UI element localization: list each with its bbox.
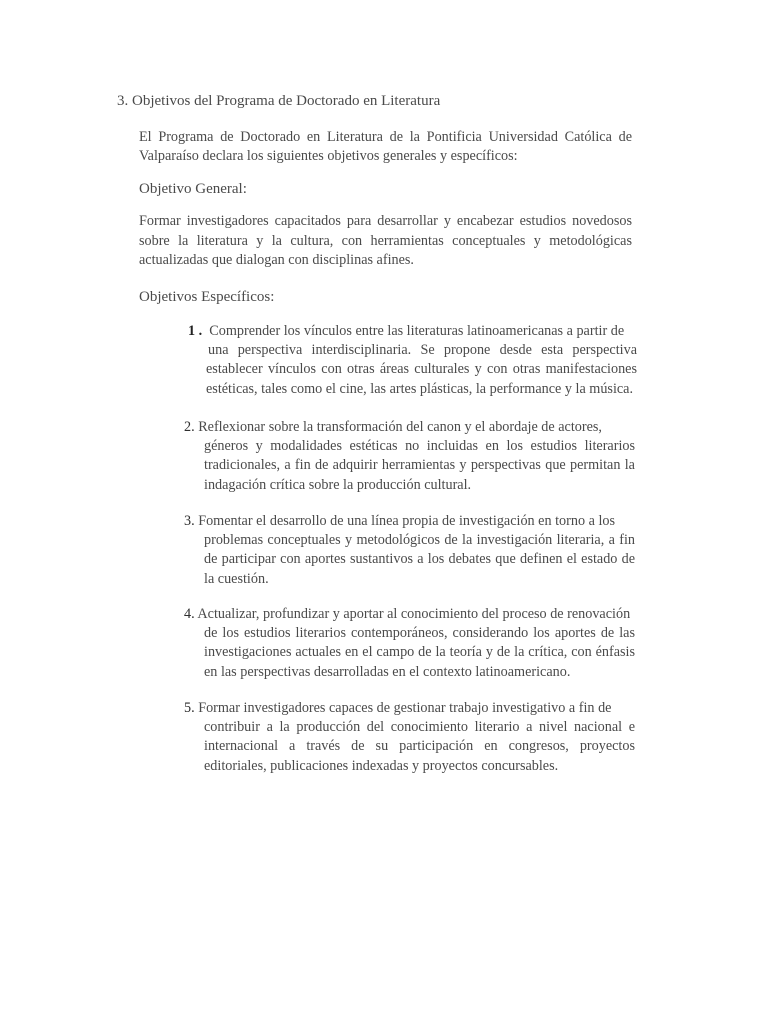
objective-number: 3. bbox=[184, 513, 195, 529]
objective-number: 2. bbox=[184, 419, 195, 435]
intro-paragraph: El Programa de Doctorado en Literatura de la Pontificia Universidad Católica de Valparaíso declara los siguientes objetivos generales y específicos: bbox=[139, 129, 632, 164]
objective-body: de los estudios literarios contemporáneos, considerando los aportes de las investigaciones actuales en el campo de la teoría y de la crítica, con énfasis en las perspectivas desarrolladas en el contexto latinoamericano. bbox=[204, 625, 635, 680]
objective-item-3 bbox=[184, 512, 635, 589]
objective-first-text: Fomentar el desarrollo de una línea propia de investigación en torno a los bbox=[198, 513, 616, 529]
general-objective-title: Objetivo General: bbox=[139, 181, 247, 197]
general-objective-text: Formar investigadores capacitados para desarrollar y encabezar estudios novedosos sobre la literatura y la cultura, con herramientas conceptuales y metodológicas actualizadas que dialogan con disciplinas afines. bbox=[139, 213, 632, 268]
objective-first-text: Comprender los vínculos entre las literaturas latinoamericanas a partir de bbox=[209, 323, 625, 339]
objective-number: 5. bbox=[184, 700, 195, 716]
objective-first-text: Reflexionar sobre la transformación del canon y el abordaje de actores, bbox=[198, 419, 602, 435]
objective-body: problemas conceptuales y metodológicos de la investigación literaria, a fin de participar con aportes sustantivos a los debates que definen el estado de la cuestión. bbox=[204, 532, 635, 587]
objective-item-2 bbox=[184, 418, 635, 495]
objective-first-line bbox=[184, 512, 635, 531]
objective-first-line bbox=[184, 605, 635, 624]
objective-first-text: Formar investigadores capaces de gestionar trabajo investigativo a fin de bbox=[198, 700, 612, 716]
objective-first-text: Actualizar, profundizar y aportar al conocimiento del proceso de renovación bbox=[197, 606, 631, 622]
objective-item-1 bbox=[186, 322, 637, 399]
specific-objectives-title: Objetivos Específicos: bbox=[139, 289, 275, 305]
objective-first-line bbox=[184, 699, 635, 718]
objective-item-5 bbox=[184, 699, 635, 776]
objective-body: una perspectiva interdisciplinaria. Se propone desde esta perspectiva establecer vínculos con otras áreas culturales y con otras manifestaciones estéticas, tales como el cine, las artes plásticas, la performance y la música. bbox=[206, 342, 637, 397]
section-heading: 3. Objetivos del Programa de Doctorado en Literatura bbox=[117, 93, 441, 109]
objective-body: contribuir a la producción del conocimiento literario a nivel nacional e internacional a través de su participación en congresos, proyectos editoriales, publicaciones indexadas y proyectos concursables. bbox=[204, 719, 635, 774]
objective-first-line bbox=[186, 322, 637, 341]
objective-body: géneros y modalidades estéticas no incluidas en los estudios literarios tradicionales, a fin de adquirir herramientas y perspectivas que permitan la indagación crítica sobre la producción cultural. bbox=[204, 438, 635, 493]
objective-number: 1 . bbox=[188, 323, 203, 339]
objective-number: 4. bbox=[184, 606, 195, 622]
objective-first-line bbox=[184, 418, 635, 437]
objective-item-4 bbox=[184, 605, 635, 682]
